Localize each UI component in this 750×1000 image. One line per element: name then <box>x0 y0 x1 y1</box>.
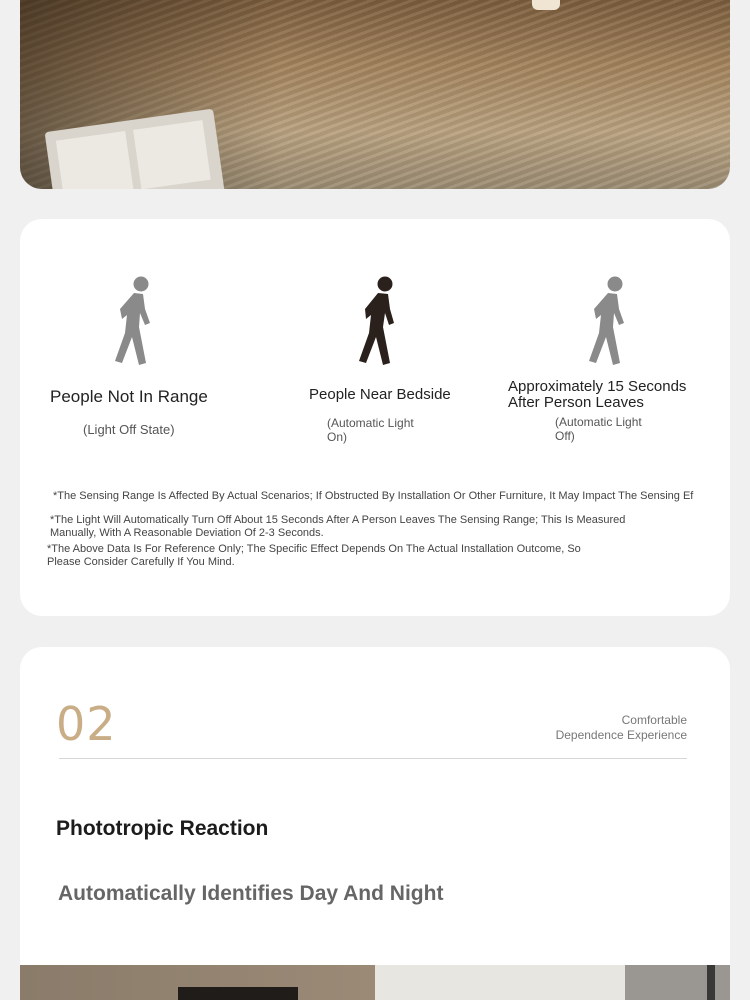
hero-photo <box>20 0 730 189</box>
state-subtitle-light-off-auto: (Automatic Light Off) <box>555 415 642 443</box>
state-title-after-leaves: Approximately 15 Seconds After Person Leaves <box>508 378 687 411</box>
note-reference-only: *The Above Data Is For Reference Only; The Specific Effect Depends On The Actual Installation Outcome, So Please Consider Carefully If You Mind. <box>47 543 581 568</box>
state-title-not-in-range: People Not In Range <box>50 387 208 406</box>
room-photo-right <box>625 965 730 1000</box>
magazine-page-right <box>133 120 211 189</box>
state-subtitle-light-off: (Light Off State) <box>83 422 175 437</box>
section-card <box>20 647 730 1000</box>
sensor-card <box>20 219 730 616</box>
section-divider <box>59 758 687 759</box>
room-photo-left <box>20 965 375 1000</box>
lamp-base <box>532 0 560 10</box>
section-subtitle-line2: Dependence Experience <box>555 728 687 742</box>
room-photo-middle <box>375 965 625 1000</box>
section-subtitle-line1: Comfortable <box>621 713 687 727</box>
state-subtitle-light-on: (Automatic Light On) <box>327 416 414 444</box>
note-sensing-range: *The Sensing Range Is Affected By Actual Scenarios; If Obstructed By Installation Or Other Furniture, It May Impact The Sensing Ef <box>53 490 694 502</box>
person-walking-icon <box>110 275 154 367</box>
note-auto-off: *The Light Will Automatically Turn Off About 15 Seconds After A Person Leaves The Sensing Range; This Is Measured Manually, With A Reasonable Deviation Of 2-3 Seconds. <box>50 514 626 539</box>
feature-title: Phototropic Reaction <box>56 817 269 840</box>
magazine-page-left <box>56 131 134 189</box>
section-number: 02 <box>56 697 117 751</box>
person-walking-active-icon <box>356 275 400 367</box>
door-edge <box>707 965 715 1000</box>
person-walking-away-icon <box>584 275 628 367</box>
state-title-near-bedside: People Near Bedside <box>309 386 451 403</box>
feature-subtitle: Automatically Identifies Day And Night <box>58 882 444 905</box>
picture-frame <box>178 987 298 1000</box>
room-photo <box>20 965 730 1000</box>
